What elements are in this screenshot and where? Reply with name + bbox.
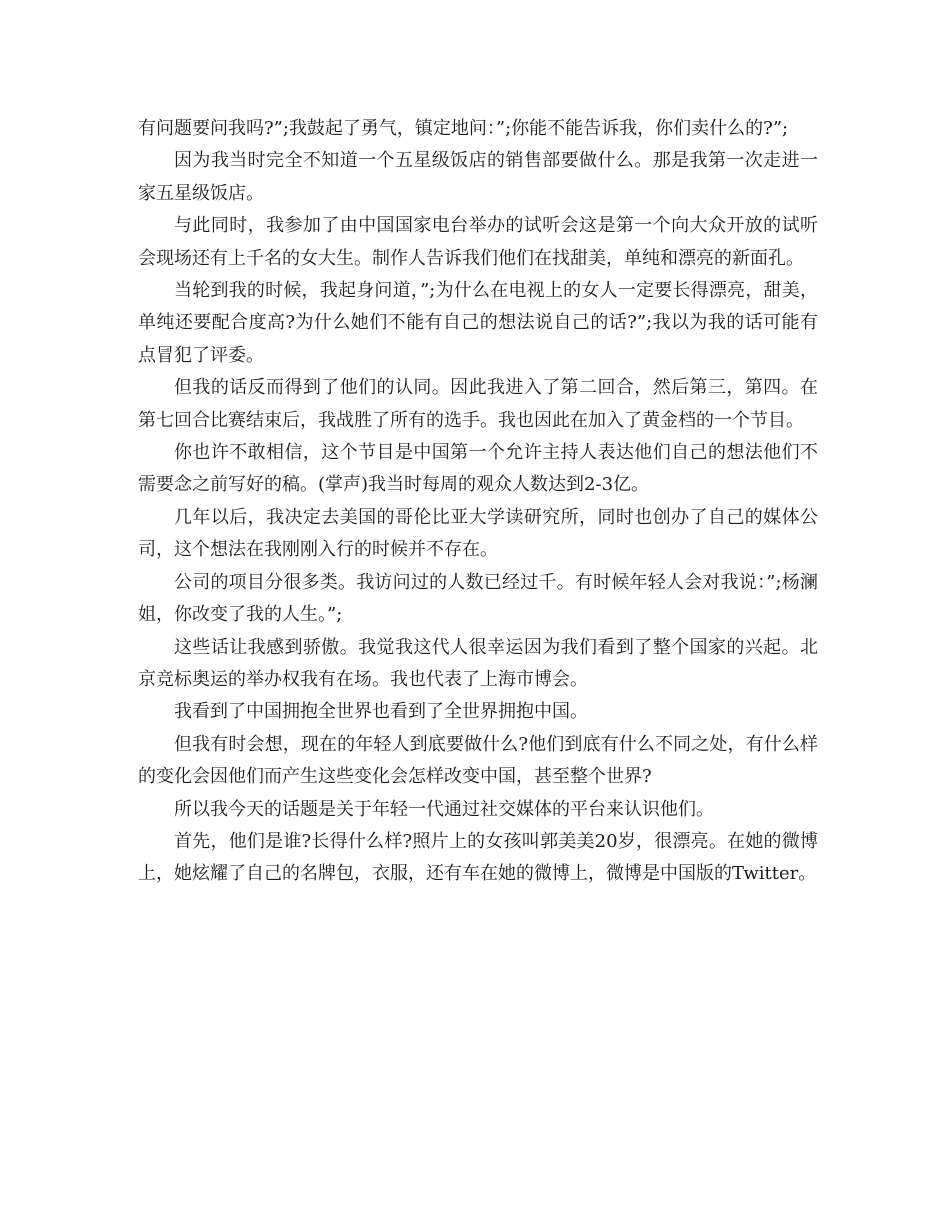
paragraph-10: 我看到了中国拥抱全世界也看到了全世界拥抱中国。 (174, 701, 588, 723)
paragraph-2: 因为我当时完全不知道一个五星级饭店的销售部要做什么。那是我第一次走进一家五星级饭店。 (138, 150, 818, 204)
paragraph-11: 但我有时会想，现在的年轻人到底要做什么?他们到底有什么不同之处，有什么样的变化会因他们而产生这些变化会怎样改变中国，甚至整个世界? (138, 733, 818, 788)
paragraph-3: 与此同时，我参加了由中国国家电台举办的试听会这是第一个向大众开放的试听会现场还有上千名的女大生。制作人告诉我们他们在找甜美，单纯和漂亮的新面孔。 (138, 215, 818, 269)
paragraph-1: 有问题要问我吗?”;我鼓起了勇气，镇定地问：”;你能不能告诉我，你们卖什么的?”; (138, 118, 789, 139)
document-body (138, 113, 818, 891)
paragraph-4: 当轮到我的时候，我起身问道，”;为什么在电视上的女人一定要长得漂亮，甜美，单纯还要配合度高?为什么她们不能有自己的想法说自己的话?”;我以为我的话可能有点冒犯了评委。 (138, 280, 818, 366)
paragraph-6: 你也许不敢相信，这个节目是中国第一个允许主持人表达他们自己的想法他们不需要念之前写好的稿。(掌声)我当时每周的观众人数达到2-3亿。 (138, 442, 818, 496)
paragraph-9: 这些话让我感到骄傲。我觉我这代人很幸运因为我们看到了整个国家的兴起。北京竞标奥运的举办权我有在场。我也代表了上海市博会。 (138, 636, 818, 690)
paragraph-5: 但我的话反而得到了他们的认同。因此我进入了第二回合，然后第三，第四。在第七回合比赛结束后，我战胜了所有的选手。我也因此在加入了黄金档的一个节目。 (138, 377, 818, 431)
paragraph-12: 所以我今天的话题是关于年轻一代通过社交媒体的平台来认识他们。 (174, 798, 714, 820)
paragraph-7: 几年以后，我决定去美国的哥伦比亚大学读研究所，同时也创办了自己的媒体公司，这个想法在我刚刚入行的时候并不存在。 (138, 506, 818, 561)
paragraph-13: 首先，他们是谁?长得什么样?照片上的女孩叫郭美美20岁，很漂亮。在她的微博上，她炫耀了自己的名牌包，衣服，还有车在她的微博上，微博是中国版的Twitter。 (138, 830, 818, 885)
paragraph-8: 公司的项目分很多类。我访问过的人数已经过千。有时候年轻人会对我说：”;杨澜姐，你改变了我的人生。”; (138, 571, 818, 626)
